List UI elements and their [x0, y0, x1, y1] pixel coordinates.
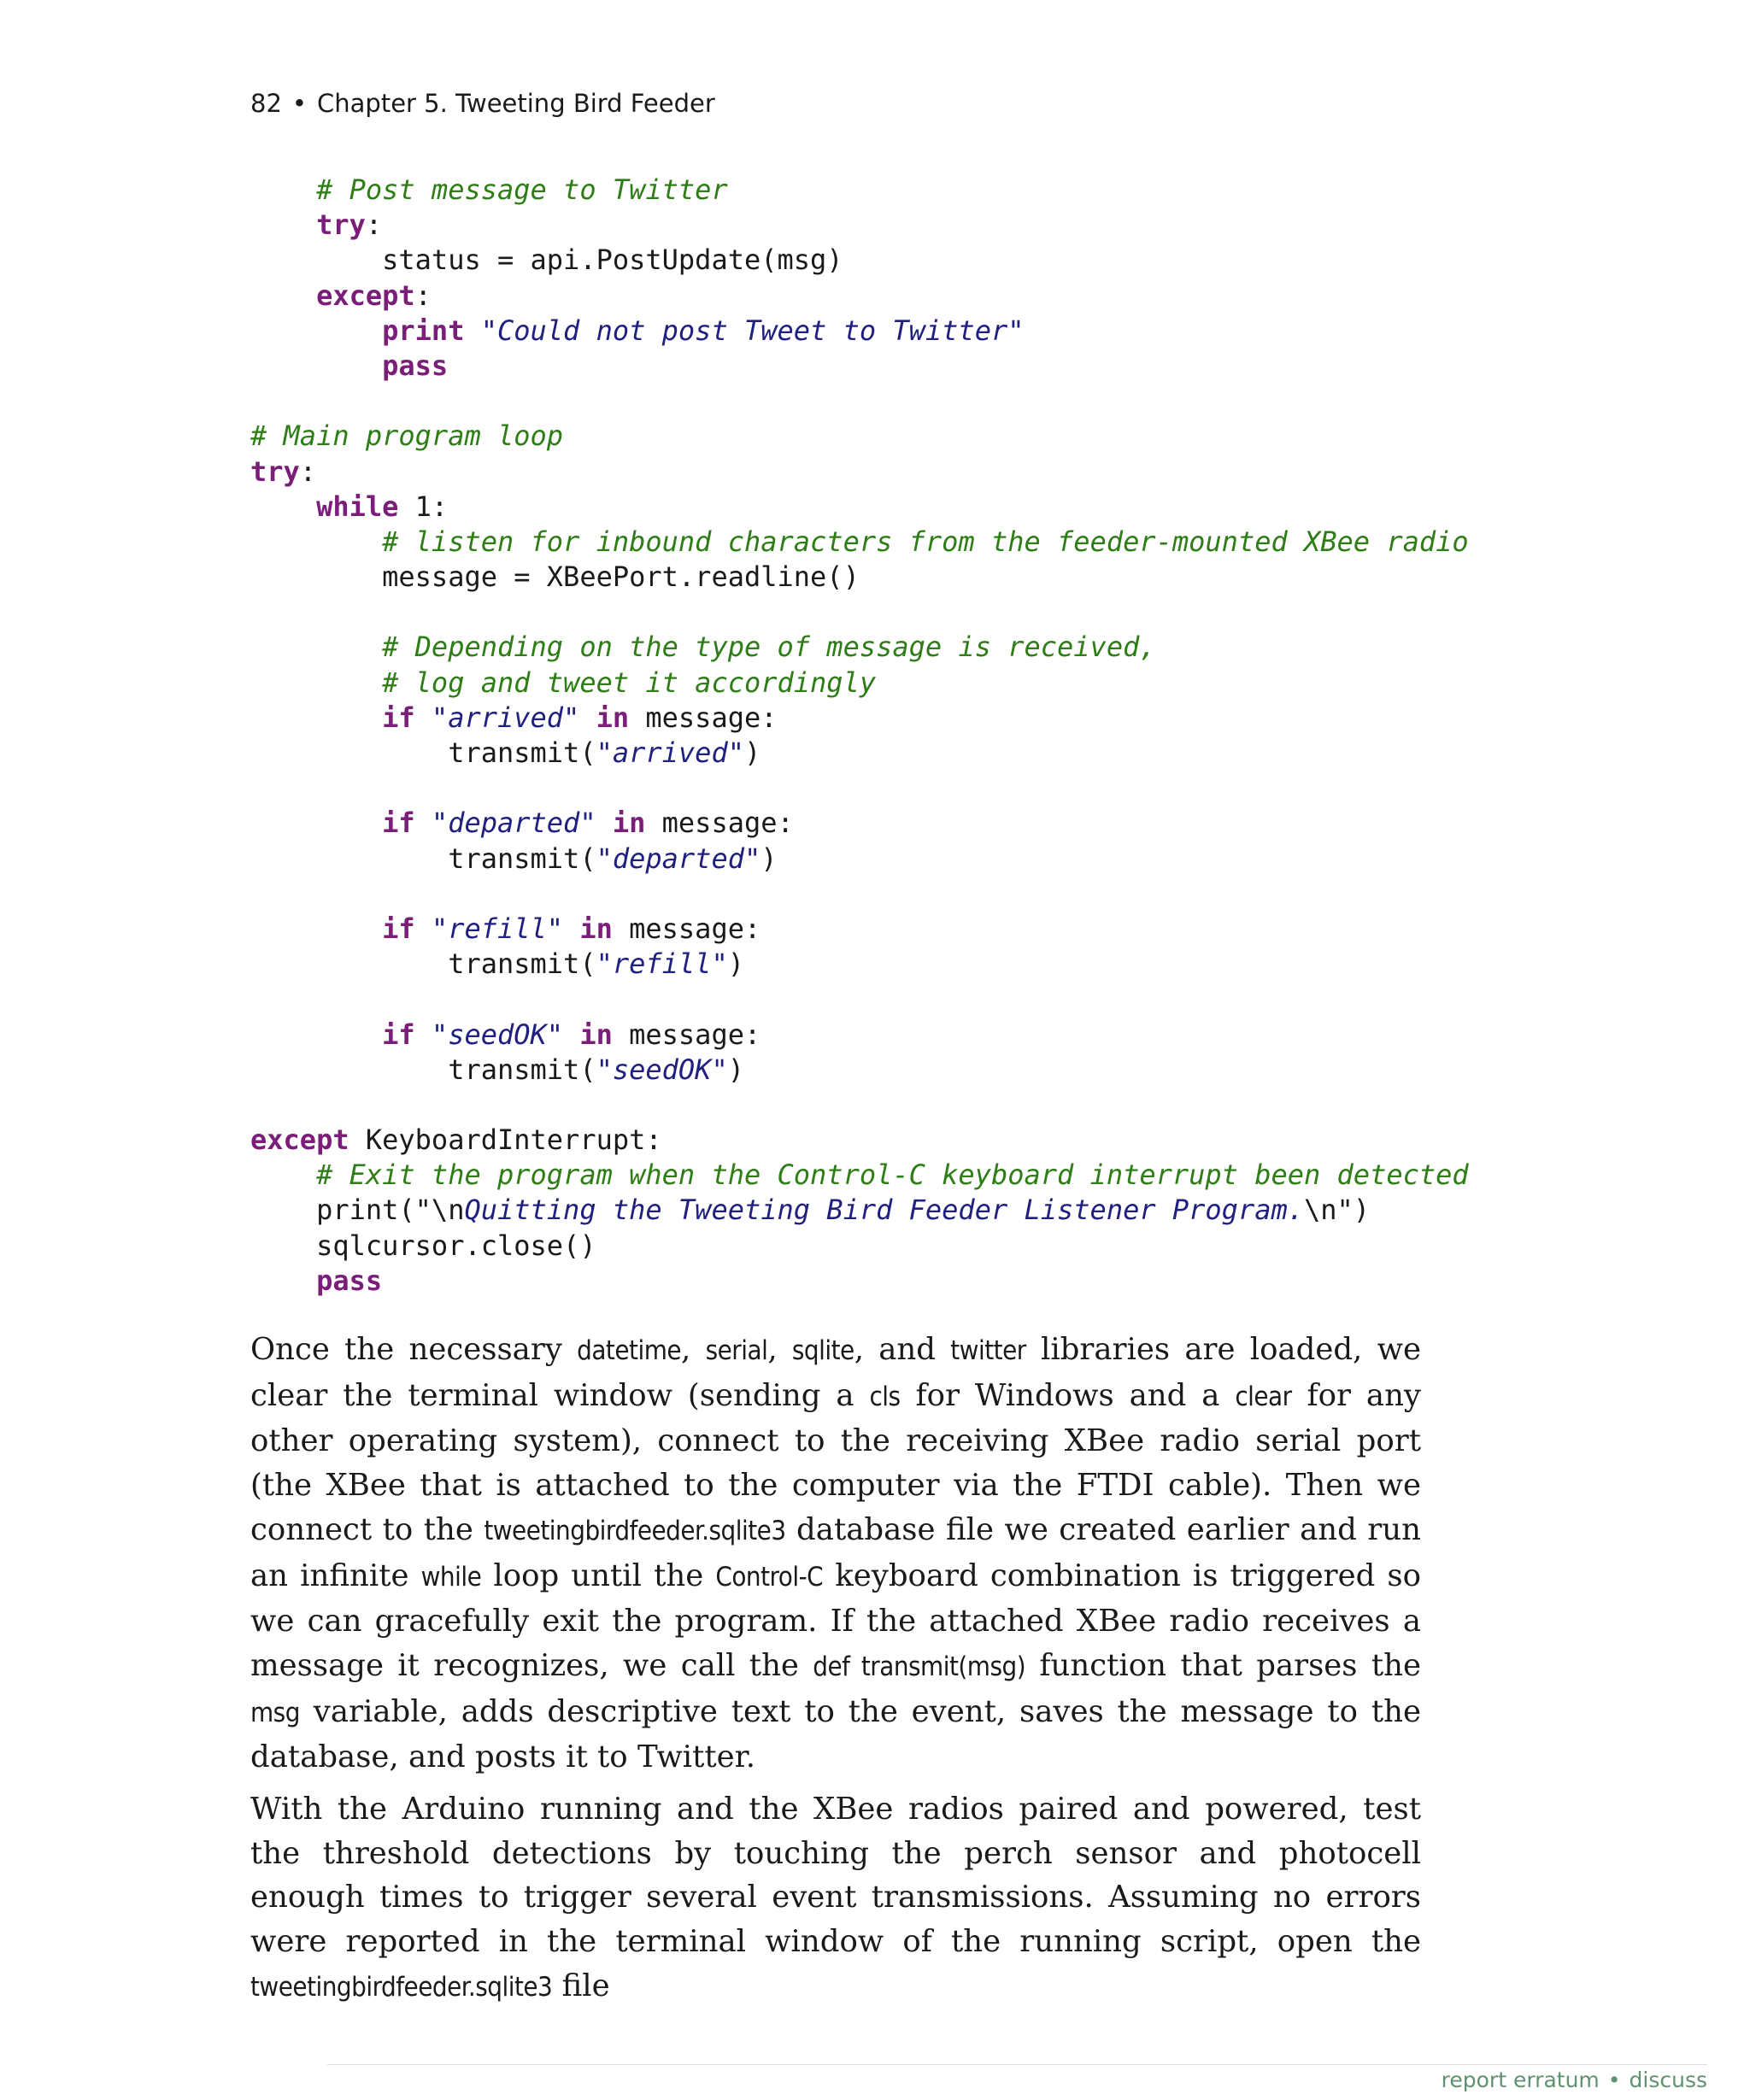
inline-code: tweetingbirdfeeder.sqlite3 [484, 1515, 786, 1546]
code-token: message: [645, 807, 794, 840]
paragraph-text: for Windows and a [900, 1377, 1236, 1413]
code-line [250, 1123, 1412, 1158]
paragraph-text: variable, adds descriptive text to the event, saves the message to the database, and posts it to Twitter. [250, 1693, 1421, 1775]
code-token [464, 314, 480, 347]
code-token: status = api.PostUpdate(msg) [250, 243, 843, 277]
code-token [250, 807, 382, 839]
code-token [250, 173, 316, 206]
code-line [250, 630, 1412, 665]
code-line [250, 912, 1412, 947]
code-line [250, 314, 1412, 349]
code-token: "departed" [431, 807, 596, 840]
code-line [250, 279, 1412, 314]
code-token: try [316, 208, 366, 242]
discuss-link[interactable]: discuss [1629, 2068, 1707, 2092]
inline-code: Control-C [715, 1561, 824, 1593]
code-token: "arrived" [596, 736, 744, 769]
inline-code: while [420, 1561, 482, 1593]
paragraph-text: file [552, 1968, 610, 2003]
code-token [415, 701, 432, 734]
code-line [250, 771, 1412, 806]
code-line [250, 243, 1412, 278]
code-token: if [382, 912, 415, 945]
code-token: ) [727, 947, 744, 981]
code-line [250, 982, 1412, 1017]
code-token: try [250, 455, 300, 488]
code-token [250, 279, 316, 312]
code-token [415, 1018, 432, 1051]
code-line [250, 525, 1469, 560]
code-token: "arrived" [431, 701, 580, 734]
inline-code: sqlite [791, 1335, 854, 1366]
code-line [250, 947, 1412, 982]
code-token: ) [727, 1053, 744, 1086]
code-token: transmit( [250, 842, 596, 875]
inline-code: cls [869, 1381, 901, 1412]
code-line [250, 1088, 1412, 1123]
code-token: if [382, 1018, 415, 1051]
inline-code: def transmit(msg) [813, 1651, 1026, 1682]
paragraph-text: keyboard combination is triggered so we can gracefully exit the program. If the attached XBee radio receives a message it recognizes, we call the [250, 1557, 1421, 1683]
code-line [250, 1018, 1412, 1053]
code-line [250, 842, 1412, 877]
code-token: # log and tweet it accordingly [382, 666, 877, 699]
code-token [250, 666, 382, 699]
code-token: # Main program loop [250, 419, 564, 453]
report-erratum-link[interactable]: report erratum [1441, 2068, 1600, 2092]
code-token [250, 1264, 316, 1297]
code-token [250, 631, 382, 663]
code-line [250, 666, 1412, 701]
code-token: except [316, 279, 415, 312]
code-line [250, 1193, 1412, 1228]
code-token: transmit( [250, 947, 596, 981]
chapter-title: Chapter 5. Tweeting Bird Feeder [317, 89, 715, 118]
code-token: : [299, 455, 317, 488]
code-line [250, 877, 1412, 912]
code-token: Quitting the Tweeting Bird Feeder Listener Program. [464, 1194, 1304, 1227]
paragraph-text: Once the necessary [250, 1332, 578, 1367]
code-token [250, 1159, 316, 1191]
code-token [250, 349, 382, 382]
code-token: "refill" [431, 912, 564, 945]
code-token [250, 314, 382, 347]
code-token: in [579, 1018, 613, 1051]
code-line [250, 806, 1412, 841]
code-token [579, 701, 596, 734]
code-token [250, 525, 382, 558]
code-line [250, 419, 1412, 454]
page-header [250, 89, 715, 118]
code-token: "seedOK" [596, 1053, 728, 1086]
code-token [563, 1018, 579, 1051]
code-line [250, 349, 1412, 384]
code-token: transmit( [250, 1053, 596, 1086]
code-token: \n") [1304, 1194, 1371, 1227]
inline-code: serial [705, 1335, 768, 1366]
code-token [250, 1018, 382, 1051]
code-token: "seedOK" [431, 1018, 564, 1051]
code-token [415, 807, 432, 839]
header-bullet: • [291, 89, 308, 118]
paragraph-text: libraries are loaded, we clear the terminal window (sending a [250, 1332, 1421, 1413]
code-token: # Post message to Twitter [316, 173, 728, 206]
code-token: pass [316, 1264, 383, 1297]
code-token: # Exit the program when the Control-C keyboard interrupt been detected [316, 1159, 1469, 1192]
code-token: sqlcursor.close() [250, 1229, 596, 1262]
page-number: 82 [250, 89, 282, 118]
code-line [250, 384, 1412, 419]
inline-code: datetime [577, 1335, 682, 1366]
code-token: in [579, 912, 613, 945]
code-token: ) [743, 736, 761, 769]
inline-code: clear [1235, 1381, 1292, 1412]
code-token: pass [382, 349, 449, 382]
code-token: # Depending on the type of message is received, [382, 631, 1156, 664]
code-token: in [612, 807, 646, 840]
code-token: message: [612, 1018, 761, 1051]
code-token: in [596, 701, 630, 734]
paragraph-text: loop until the [481, 1557, 716, 1593]
code-token: "refill" [596, 947, 728, 981]
code-listing [250, 173, 1469, 1299]
footer-separator: • [1607, 2068, 1621, 2092]
code-token: message: [612, 912, 761, 945]
paragraph-text: function that parses the [1025, 1647, 1421, 1683]
paragraph-text: With the Arduino running and the XBee radios paired and powered, test the threshold detections by touching the perch sensor and photocell enough times to trigger several event transmissions. Assuming no errors were reported in the terminal window of the running script, open the [250, 1792, 1421, 1960]
paragraph-text: , and [854, 1332, 951, 1367]
code-token: ) [760, 842, 778, 875]
code-line [250, 455, 1412, 490]
code-token: : [365, 208, 383, 242]
code-token [563, 912, 579, 945]
footer-divider [327, 2064, 1707, 2065]
code-line [250, 701, 1412, 736]
code-token [415, 912, 432, 945]
code-token: "departed" [596, 842, 761, 875]
code-line [250, 490, 1412, 525]
code-line [250, 1264, 1412, 1299]
code-line [250, 173, 1412, 208]
code-token: except [250, 1123, 349, 1157]
code-token: : [414, 279, 432, 312]
page-footer [1442, 2068, 1707, 2092]
code-token: if [382, 807, 415, 840]
code-token: transmit( [250, 736, 596, 769]
code-token [250, 208, 316, 241]
code-line [250, 1053, 1412, 1088]
code-token: print [382, 314, 465, 347]
body-paragraph-2 [250, 1787, 1421, 2010]
code-token [250, 912, 382, 945]
code-token [250, 701, 382, 734]
code-token: while [316, 490, 399, 523]
code-token: message: [629, 701, 778, 734]
inline-code: msg [250, 1697, 300, 1728]
code-token: message = XBeePort.readline() [250, 560, 860, 594]
code-token: KeyboardInterrupt: [349, 1123, 662, 1157]
code-token: # listen for inbound characters from the feeder-mounted XBee radio [382, 525, 1469, 558]
code-token [596, 807, 613, 839]
paragraph-text: , [681, 1332, 706, 1367]
code-line [250, 595, 1412, 630]
code-line [250, 560, 1412, 595]
paragraph-text: for any other operating system), connect to the receiving XBee radio serial port (the XBee that is attached to the computer via the FTDI cable). Then we connect to the [250, 1377, 1421, 1547]
code-line [250, 208, 1412, 243]
paragraph-text: , [767, 1332, 792, 1367]
code-token: if [382, 701, 415, 734]
code-token: "Could not post Tweet to Twitter" [480, 314, 1025, 347]
code-token [250, 490, 316, 523]
code-line [250, 736, 1412, 771]
code-line [250, 1158, 1469, 1193]
code-token: 1: [398, 490, 449, 523]
inline-code: tweetingbirdfeeder.sqlite3 [250, 1971, 553, 2003]
inline-code: twitter [950, 1335, 1026, 1366]
paragraph-text: database file we created earlier and run an infinite [250, 1511, 1421, 1593]
code-line [250, 1229, 1412, 1264]
body-paragraph-1 [250, 1328, 1421, 1780]
code-token: print("\n [250, 1194, 465, 1227]
